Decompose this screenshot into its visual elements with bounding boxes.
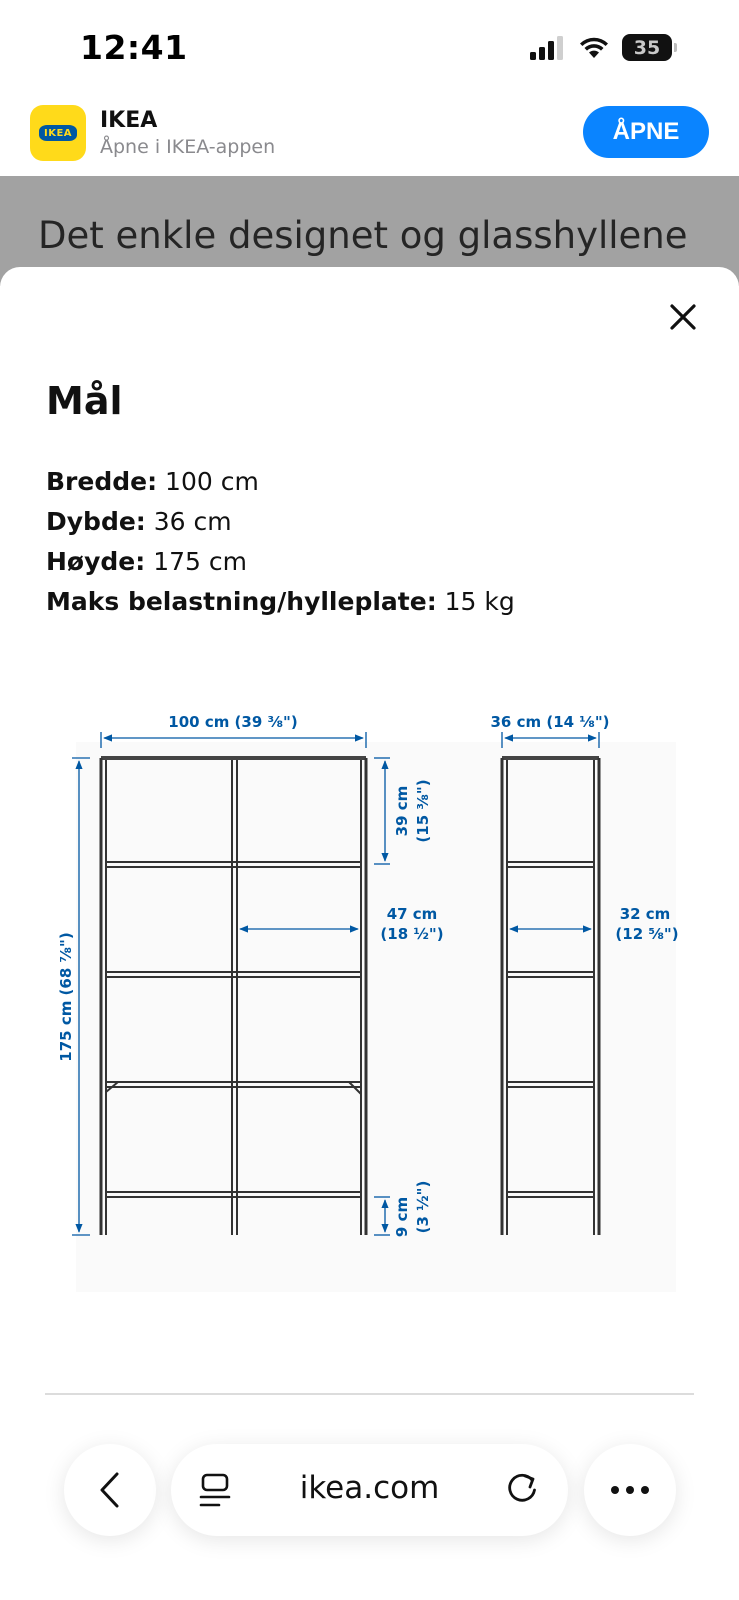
- label-inner-width-in: (18 ½"): [380, 925, 444, 943]
- label-inner-width-cm: 47 cm: [386, 905, 438, 923]
- url-text[interactable]: ikea.com: [299, 1470, 440, 1506]
- open-app-button[interactable]: ÅPNE: [583, 106, 709, 158]
- dimension-value: 36 cm: [153, 507, 232, 536]
- dimension-label: Dybde:: [46, 507, 146, 536]
- dimension-row: [46, 542, 515, 582]
- status-icons: [530, 34, 677, 61]
- wifi-icon: [578, 36, 610, 60]
- label-inner-depth-cm: 32 cm: [619, 905, 671, 923]
- dimension-value: 175 cm: [153, 547, 247, 576]
- dimension-value: 15 kg: [444, 587, 515, 616]
- ikea-logo-text: IKEA: [39, 125, 77, 141]
- divider: [45, 1393, 694, 1395]
- reload-icon: [504, 1470, 540, 1508]
- address-bar[interactable]: [171, 1444, 568, 1536]
- more-icon: [610, 1485, 650, 1495]
- dimension-row: [46, 502, 515, 542]
- dimension-row: [46, 582, 515, 622]
- label-shelf-gap-in: (15 ⅜"): [414, 779, 432, 843]
- app-subtitle: Åpne i IKEA-appen: [100, 136, 276, 158]
- status-bar: [0, 0, 739, 96]
- dimension-row: [46, 462, 515, 502]
- dimension-label: Høyde:: [46, 547, 146, 576]
- chevron-left-icon: [97, 1471, 123, 1509]
- battery-icon: [622, 34, 672, 61]
- label-inner-depth-in: (12 ⅝"): [615, 925, 679, 943]
- battery-level: 35: [633, 36, 661, 59]
- dimension-label: Maks belastning/hylleplate:: [46, 587, 437, 616]
- label-shelf-gap-cm: 39 cm: [393, 785, 411, 837]
- close-icon: [669, 303, 697, 331]
- label-bottom-gap-cm: 9 cm: [393, 1196, 411, 1238]
- more-button[interactable]: [584, 1444, 676, 1536]
- back-button[interactable]: [64, 1444, 156, 1536]
- dimension-drawing: [40, 707, 700, 1307]
- label-height-total: 175 cm (68 ⅞"): [57, 932, 75, 1062]
- label-depth-total: 36 cm (14 ⅛"): [490, 713, 610, 731]
- ikea-app-logo: [30, 105, 86, 161]
- label-width-total: 100 cm (39 ⅜"): [168, 713, 298, 731]
- background-heading: Det enkle designet og glasshyllene: [38, 214, 688, 257]
- reload-button[interactable]: [504, 1470, 540, 1512]
- app-name: IKEA: [100, 108, 158, 133]
- sheet-title: Mål: [46, 379, 123, 423]
- cellular-signal-icon: [530, 36, 566, 60]
- status-time: 12:41: [80, 28, 188, 67]
- label-bottom-gap-in: (3 ½"): [414, 1180, 432, 1234]
- browser-toolbar: [0, 1400, 739, 1600]
- dimension-value: 100 cm: [165, 467, 259, 496]
- close-button[interactable]: [663, 297, 703, 337]
- dimension-list: [46, 462, 515, 622]
- app-banner: [0, 96, 739, 176]
- dimension-label: Bredde:: [46, 467, 158, 496]
